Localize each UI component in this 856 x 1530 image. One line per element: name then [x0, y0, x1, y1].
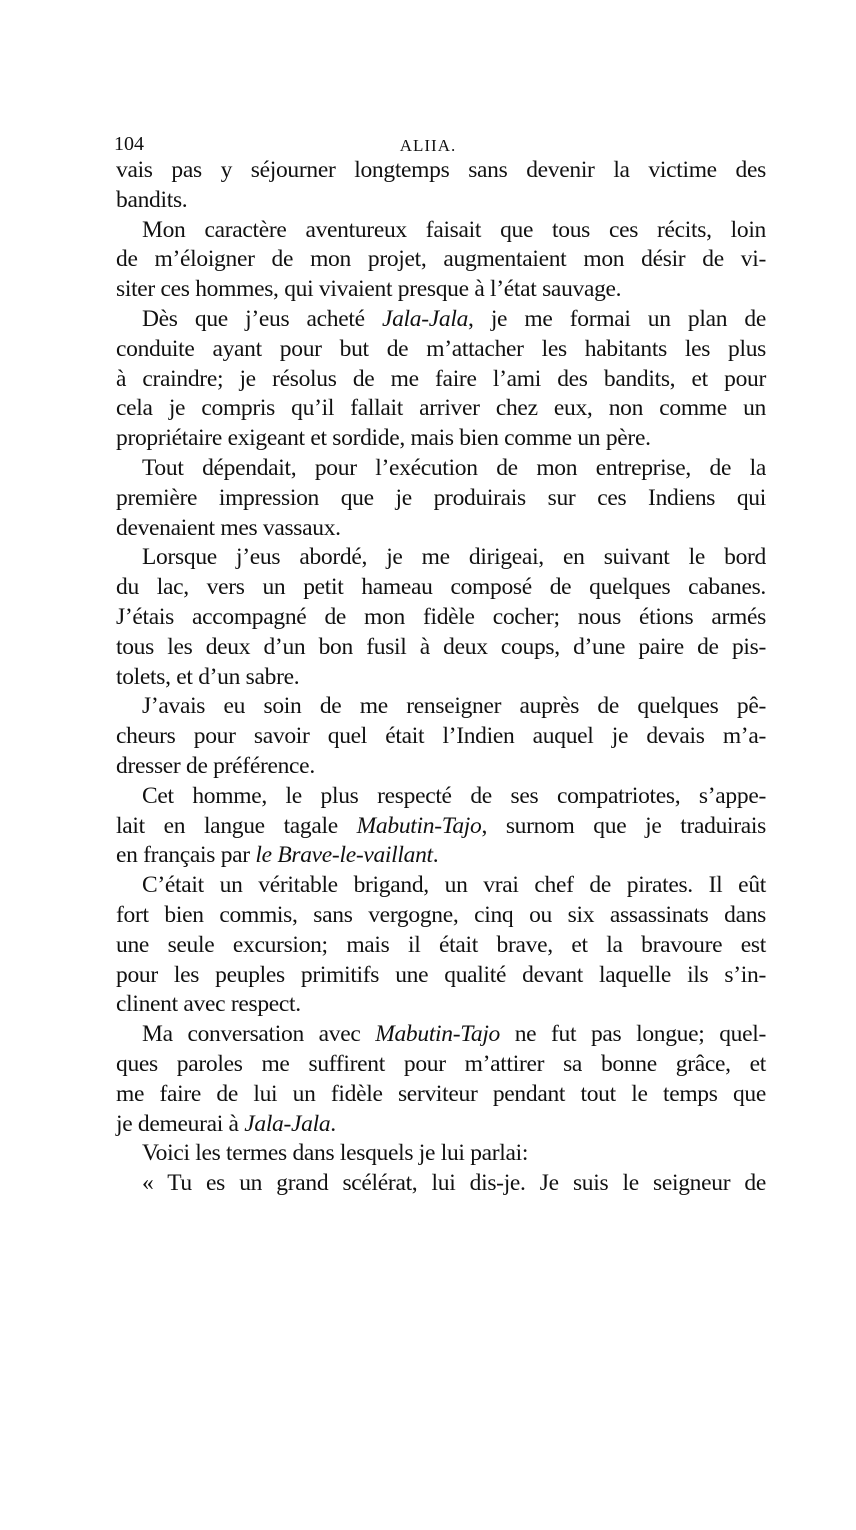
text-line	[116, 1080, 766, 1110]
text-line	[116, 1169, 766, 1199]
text-line	[116, 484, 766, 514]
paragraph	[116, 454, 766, 543]
text-segment: tolets, et d’un sabre.	[116, 663, 300, 690]
text-line	[116, 186, 766, 216]
italic-text: Mabutin-Tajo	[356, 812, 482, 839]
text-segment: Dès que j’eus acheté	[142, 305, 382, 332]
text-line	[116, 782, 766, 812]
text-segment: .	[432, 842, 439, 869]
text-segment: Voici les termes dans lesquels je lui parlai:	[142, 1140, 529, 1167]
paragraph	[116, 1020, 766, 1139]
text-line	[116, 1139, 766, 1169]
text-segment: devenaient mes vassaux.	[116, 514, 341, 541]
text-line	[116, 394, 766, 424]
paragraph	[116, 692, 766, 781]
text-segment: Mon caractère aventureux faisait que tous ces récits, loin	[142, 216, 766, 243]
text-segment: Ma conversation avec	[142, 1021, 376, 1048]
text-segment: ques paroles me suffirent pour m’attirer sa bonne grâce, et	[116, 1050, 766, 1077]
paragraph	[116, 543, 766, 692]
text-segment: à craindre; je résolus de me faire l’ami des bandits, et pour	[116, 365, 766, 392]
text-segment: tous les deux d’un bon fusil à deux coups, d’une paire de pis-	[116, 633, 766, 660]
text-segment: J’étais accompagné de mon fidèle cocher; nous étions armés	[116, 603, 766, 630]
text-segment: siter ces hommes, qui vivaient presque à l’état sauvage.	[116, 276, 622, 303]
text-line	[116, 752, 766, 782]
text-segment: cheurs pour savoir quel était l’Indien auquel je devais m’a-	[116, 723, 766, 750]
text-line	[116, 931, 766, 961]
text-segment: dresser de préférence.	[116, 752, 315, 779]
text-segment: C’était un véritable brigand, un vrai chef de pirates. Il eût	[142, 872, 766, 899]
text-line	[116, 692, 766, 722]
paragraph	[116, 305, 766, 454]
italic-text: Mabutin-Tajo	[375, 1021, 501, 1048]
page-number: 104	[114, 133, 144, 155]
text-line	[116, 1050, 766, 1080]
text-segment: je demeurai à	[116, 1110, 245, 1137]
text-line	[116, 901, 766, 931]
text-segment: en français par	[116, 842, 256, 869]
text-line	[116, 841, 766, 871]
text-line	[116, 871, 766, 901]
text-segment: Cet homme, le plus respecté de ses compatriotes, s’appe-	[142, 782, 766, 809]
text-line	[116, 365, 766, 395]
text-segment: lait en langue tagale	[116, 812, 357, 839]
text-line	[116, 305, 766, 335]
text-segment: pour les peuples primitifs une qualité devant laquelle ils s’in-	[116, 961, 766, 988]
italic-text: Jala-Jala	[244, 1110, 331, 1137]
text-segment: Lorsque j’eus abordé, je me dirigeai, en suivant le bord	[142, 544, 766, 571]
paragraph	[116, 1169, 766, 1199]
text-segment: Tout dépendait, pour l’exécution de mon entreprise, de la	[142, 454, 766, 481]
text-line	[116, 543, 766, 573]
text-segment: première impression que je produirais sur ces Indiens qui	[116, 484, 766, 511]
text-line	[116, 335, 766, 365]
text-segment: bandits.	[116, 186, 188, 213]
text-line	[116, 275, 766, 305]
text-segment: clinent avec respect.	[116, 991, 301, 1018]
text-line	[116, 722, 766, 752]
text-line	[116, 424, 766, 454]
text-line	[116, 603, 766, 633]
text-line	[116, 633, 766, 663]
running-title: ALIIA.	[399, 136, 457, 155]
text-segment: une seule excursion; mais il était brave, et la bravoure est	[116, 931, 766, 958]
paragraph	[116, 871, 766, 1020]
text-segment: « Tu es un grand scélérat, lui dis-je. Je suis le seigneur de	[142, 1170, 766, 1197]
text-segment: vais pas y séjourner longtemps sans devenir la victime des	[116, 157, 766, 183]
text-line	[116, 573, 766, 603]
text-line	[116, 216, 766, 246]
text-segment: .	[330, 1110, 336, 1137]
text-segment: ne fut pas longue; quel-	[500, 1021, 766, 1048]
text-line	[116, 663, 766, 693]
text-line	[116, 514, 766, 544]
paragraph	[116, 156, 766, 216]
text-segment: du lac, vers un petit hameau composé de quelques cabanes.	[116, 574, 766, 601]
text-line	[116, 245, 766, 275]
paragraph	[116, 782, 766, 871]
text-line	[116, 1020, 766, 1050]
text-segment: de m’éloigner de mon projet, augmentaient mon désir de vi-	[116, 246, 766, 273]
text-line	[116, 961, 766, 991]
text-line	[116, 454, 766, 484]
text-line	[116, 156, 766, 186]
body-text	[116, 156, 766, 1199]
text-segment: fort bien commis, sans vergogne, cinq ou six assassinats dans	[116, 901, 766, 928]
italic-text: le Brave-le-vaillant	[255, 842, 433, 869]
text-segment: propriétaire exigeant et sordide, mais bien comme un père.	[116, 425, 651, 452]
text-segment: , je me formai un plan de	[468, 305, 766, 332]
text-line	[116, 990, 766, 1020]
italic-text: Jala-Jala	[381, 305, 469, 332]
text-segment: J’avais eu soin de me renseigner auprès de quelques pê-	[142, 693, 766, 720]
text-segment: cela je compris qu’il fallait arriver chez eux, non comme un	[116, 395, 766, 422]
text-segment: , surnom que je traduirais	[481, 812, 766, 839]
text-line	[116, 1110, 766, 1140]
text-line	[116, 812, 766, 842]
paragraph	[116, 216, 766, 305]
text-segment: conduite ayant pour but de m’attacher les habitants les plus	[116, 335, 766, 362]
text-segment: me faire de lui un fidèle serviteur pendant tout le temps que	[116, 1080, 766, 1107]
paragraph	[116, 1139, 766, 1169]
